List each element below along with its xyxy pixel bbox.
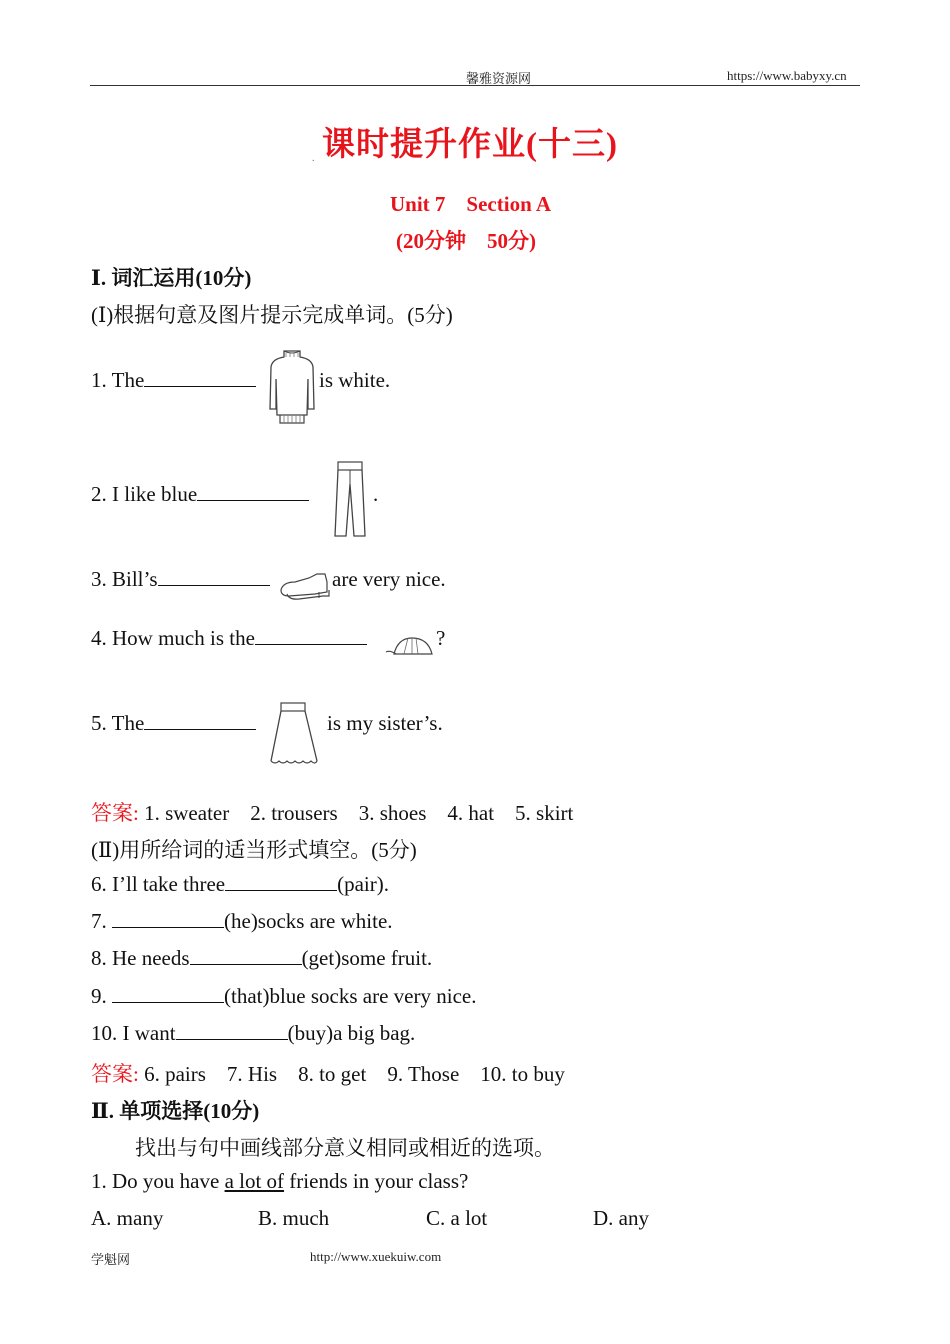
sweater-icon [266,349,318,427]
header-site-name: 馨雅资源网 [466,71,532,86]
trousers-icon [332,460,368,538]
vocab-item-3 [91,567,270,592]
vocab-item-5 [91,711,256,736]
header-rule [90,85,860,86]
vocab-item-4 [91,626,367,651]
vocab-item-2 [91,482,309,507]
vocab-item-5-prefix: 5. The [91,711,145,735]
fill-item-8-suffix: (get)some fruit. [301,946,433,970]
fill-item-8 [91,946,432,971]
fill-item-7-suffix: (he)socks are white. [224,909,393,933]
fill-item-9-suffix: (that)blue socks are very nice. [224,984,477,1008]
answer-label-2: 答案: [91,1062,139,1086]
vocab-item-5-suffix: is my sister’s. [327,711,443,735]
fill-item-8-blank[interactable] [190,946,302,965]
answer-text-2: 6. pairs 7. His 8. to get 9. Those 10. to buy [138,1062,565,1086]
vocab-item-2-prefix: 2. I like blue [91,482,198,506]
fill-item-10-prefix: 10. I want [91,1021,176,1045]
vocab-item-2-suffix: . [373,482,379,506]
fill-item-9 [91,984,476,1009]
shoes-icon [279,572,333,602]
vocab-item-4-prefix: 4. How much is the [91,626,255,650]
mc-option-d[interactable]: D. any [593,1206,649,1230]
fill-item-6-prefix: 6. I’ll take three [91,872,226,896]
vocab-item-1-blank[interactable] [144,368,256,387]
vocab-item-4-suffix: ? [436,626,446,650]
mc-question-1-underlined: a lot of [224,1169,285,1193]
vocab-item-5-blank[interactable] [144,711,256,730]
fill-item-7 [91,909,393,934]
part2-instruction: 找出与句中画线部分意义相同或相近的选项。 [135,1136,555,1160]
fill-item-9-blank[interactable] [112,984,224,1003]
header-site-url[interactable]: https://www.babyxy.cn [727,68,847,83]
vocab-item-2-blank[interactable] [197,482,309,501]
fill-item-10-blank[interactable] [176,1021,288,1040]
mc-question-1-post: friends in your class? [284,1169,469,1193]
fill-item-9-prefix: 9. [91,984,112,1008]
fill-item-6 [91,872,389,897]
vocab-item-1 [91,368,256,393]
vocab-item-3-blank[interactable] [158,567,270,586]
fill-item-8-prefix: 8. He needs [91,946,190,970]
part1-sub2-instruction: (Ⅱ)用所给词的适当形式填空。(5分) [91,838,417,862]
vocab-item-1-suffix: is white. [319,368,391,392]
answer-text-1: 1. sweater 2. trousers 3. shoes 4. hat 5. skirt [138,801,574,825]
fill-item-6-suffix: (pair). [337,872,389,896]
vocab-item-4-blank[interactable] [255,626,367,645]
hat-icon [384,634,434,658]
vocab-item-1-prefix: 1. The [91,368,145,392]
part1-sub1-instruction: (Ⅰ)根据句意及图片提示完成单词。(5分) [91,303,453,327]
part2-heading: Ⅱ. 单项选择(10分) [91,1099,260,1123]
answer-label-1: 答案: [91,801,139,825]
fill-item-10-suffix: (buy)a big bag. [287,1021,416,1045]
vocab-item-3-prefix: 3. Bill’s [91,567,158,591]
footer-left: 学魁网 [91,1252,131,1267]
page-title: 课时提升作业(十三) [322,127,618,163]
footer-url[interactable]: http://www.xuekuiw.com [310,1249,442,1264]
skirt-icon [267,701,321,767]
mc-option-c[interactable]: C. a lot [426,1206,488,1230]
answer-line-2 [91,1058,565,1088]
time-score-subtitle: (20分钟 50分) [396,229,536,253]
mc-option-a[interactable]: A. many [91,1206,164,1230]
green-dot-mark: . [312,153,315,164]
answer-line-1 [91,797,573,827]
mc-question-1-pre: 1. Do you have [91,1169,225,1193]
fill-item-7-prefix: 7. [91,909,112,933]
part1-heading: Ⅰ. 词汇运用(10分) [91,266,252,290]
mc-question-1 [91,1169,468,1194]
fill-item-10 [91,1021,415,1046]
fill-item-6-blank[interactable] [225,872,337,891]
fill-item-7-blank[interactable] [112,909,224,928]
vocab-item-3-suffix: are very nice. [332,567,446,591]
mc-option-b[interactable]: B. much [258,1206,330,1230]
unit-section-subtitle: Unit 7 Section A [390,192,552,216]
